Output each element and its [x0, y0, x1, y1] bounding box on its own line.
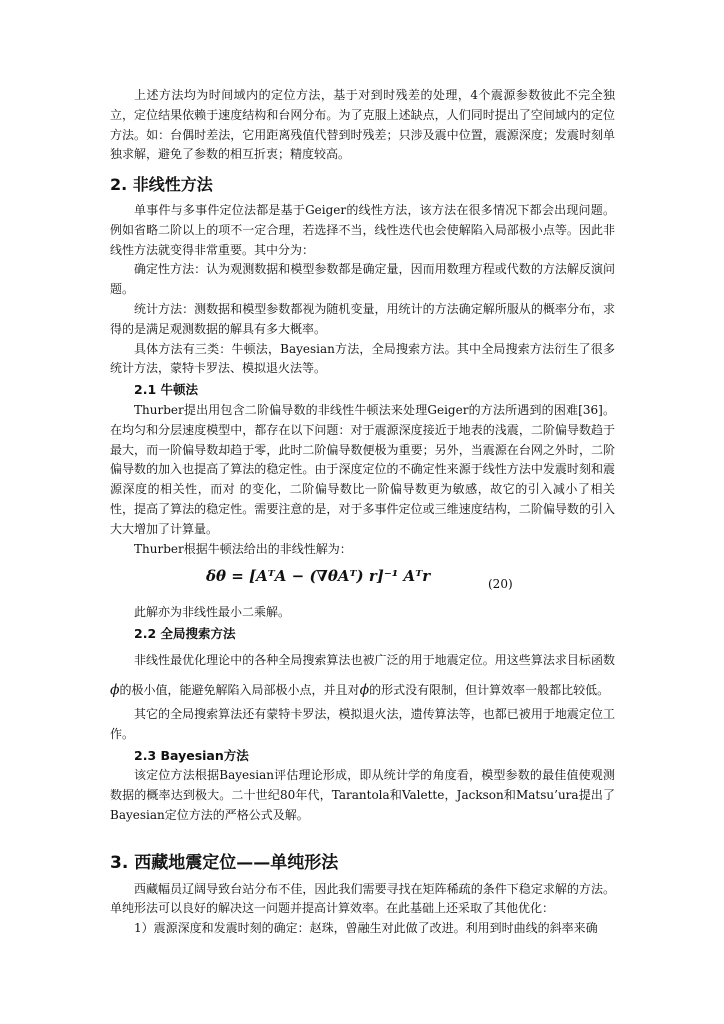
subsection-heading-2-3: 2.3 Bayesian方法: [134, 747, 249, 763]
subsection-heading-2-2: 2.2 全局搜索方法: [134, 626, 236, 642]
paragraph: 统计方法：测数据和模型参数都视为随机变量，用统计的方法确定解所服从的概率分布，求得的是满足观测数据的解具有多大概率。: [110, 301, 615, 336]
paragraph: 此解亦为非线性最小二乘解。: [134, 605, 291, 620]
equation-number: (20): [488, 577, 513, 592]
paragraph: 具体方法有三类：牛顿法，Bayesian方法，全局搜索方法。其中全局搜索方法衍生了很多统计方法，蒙特卡罗法、模拟退火法等。: [110, 341, 615, 376]
paragraph: 单事件与多事件定位法都是基于Geiger的线性方法，该方法在很多情况下都会出现问题。例如省略二阶以上的项不一定合理，若选择不当，线性迭代也会使解陷入局部极小点等。因此非线性方法就变得非常重要。其中分为：: [110, 202, 615, 257]
section-heading-3: 3. 西藏地震定位——单纯形法: [110, 852, 339, 873]
phi-symbol: ϕ: [359, 681, 370, 698]
paragraph: [110, 645, 615, 705]
paragraph-text: 非线性最优化理论中的各种全局搜索算法也被广泛的用于地震定位。用这些算法求目标函数: [134, 652, 615, 667]
equation-20: [110, 561, 615, 601]
paragraph: 该定位方法根据Bayesian评估理论形成，即从统计学的角度看，模型参数的最佳值使观测数据的概率达到极大。二十世纪80年代，Tarantola和Valette，Jackson和Matsu’ura提出了Bayesian定位方法的严格公式及解。: [110, 768, 615, 822]
equation-body: [206, 567, 430, 587]
page-content: [110, 86, 615, 939]
paragraph-text: 的极小值，能避免解陷入局部极小点，并且对: [119, 682, 360, 697]
paragraph: 确定性方法：认为观测数据和模型参数都是确定量，因而用数理方程或代数的方法解反演问题。: [110, 262, 615, 297]
section-heading-2: 2. 非线性方法: [110, 175, 213, 195]
subsection-heading-2-1: 2.1 牛顿法: [134, 382, 198, 398]
equation-rhs: = [AᵀA − (∇θAᵀ) r]⁻¹ Aᵀr: [231, 567, 431, 586]
phi-symbol: ϕ: [110, 681, 120, 698]
paragraph: Thurber提出用包含二阶偏导数的非线性牛顿法来处理Geiger的方法所遇到的困难[36]。在均匀和分层速度模型中，都存在以下问题：对于震源深度接近于地表的浅震，二阶偏导数趋于最大，而一阶偏导数却趋于零，此时二阶偏导数便极为重要；另外，当震源在台网之外时，二阶偏导数的加入也提高了算法的稳定性。由于深度定位的不确定性来源于线性方法中发震时刻和震源深度的相关性，而对 的变化，二阶偏导数比一阶偏导数更为敏感，故它的引入减小了相关性，提高了算法的稳定性。需要注意的是，对于多事件定位或三维速度结构，二阶偏导数的引入大大增加了计算量。: [110, 402, 615, 536]
paragraph-text: 的形式没有限制，但计算效率一般都比较低。: [369, 682, 610, 697]
paragraph: 上述方法均为时间域内的定位方法，基于对到时残差的处理，4个震源参数彼此不完全独立，定位结果依赖于速度结构和台网分布。为了克服上述缺点，人们同时提出了空间域内的定位方法。如：台偶时差法，它用距离残值代替到时残差；只涉及震中位置，震源深度；发震时刻单独求解，避免了参数的相互折衷；精度较高。: [110, 88, 615, 162]
paragraph: Thurber根据牛顿法给出的非线性解为：: [134, 541, 352, 556]
equation-lhs: δθ: [206, 567, 227, 586]
paragraph: 西藏幅员辽阔导致台站分布不佳，因此我们需要寻找在矩阵稀疏的条件下稳定求解的方法。单纯形法可以良好的解决这一问题并提高计算效率。在此基础上还采取了其他优化：: [110, 881, 615, 916]
paragraph: 其它的全局搜索算法还有蒙特卡罗法，模拟退火法，遗传算法等，也都已被用于地震定位工作。: [110, 706, 615, 741]
paragraph: 1）震源深度和发震时刻的确定：赵珠，曾融生对此做了改进。利用到时曲线的斜率来确: [134, 921, 598, 936]
